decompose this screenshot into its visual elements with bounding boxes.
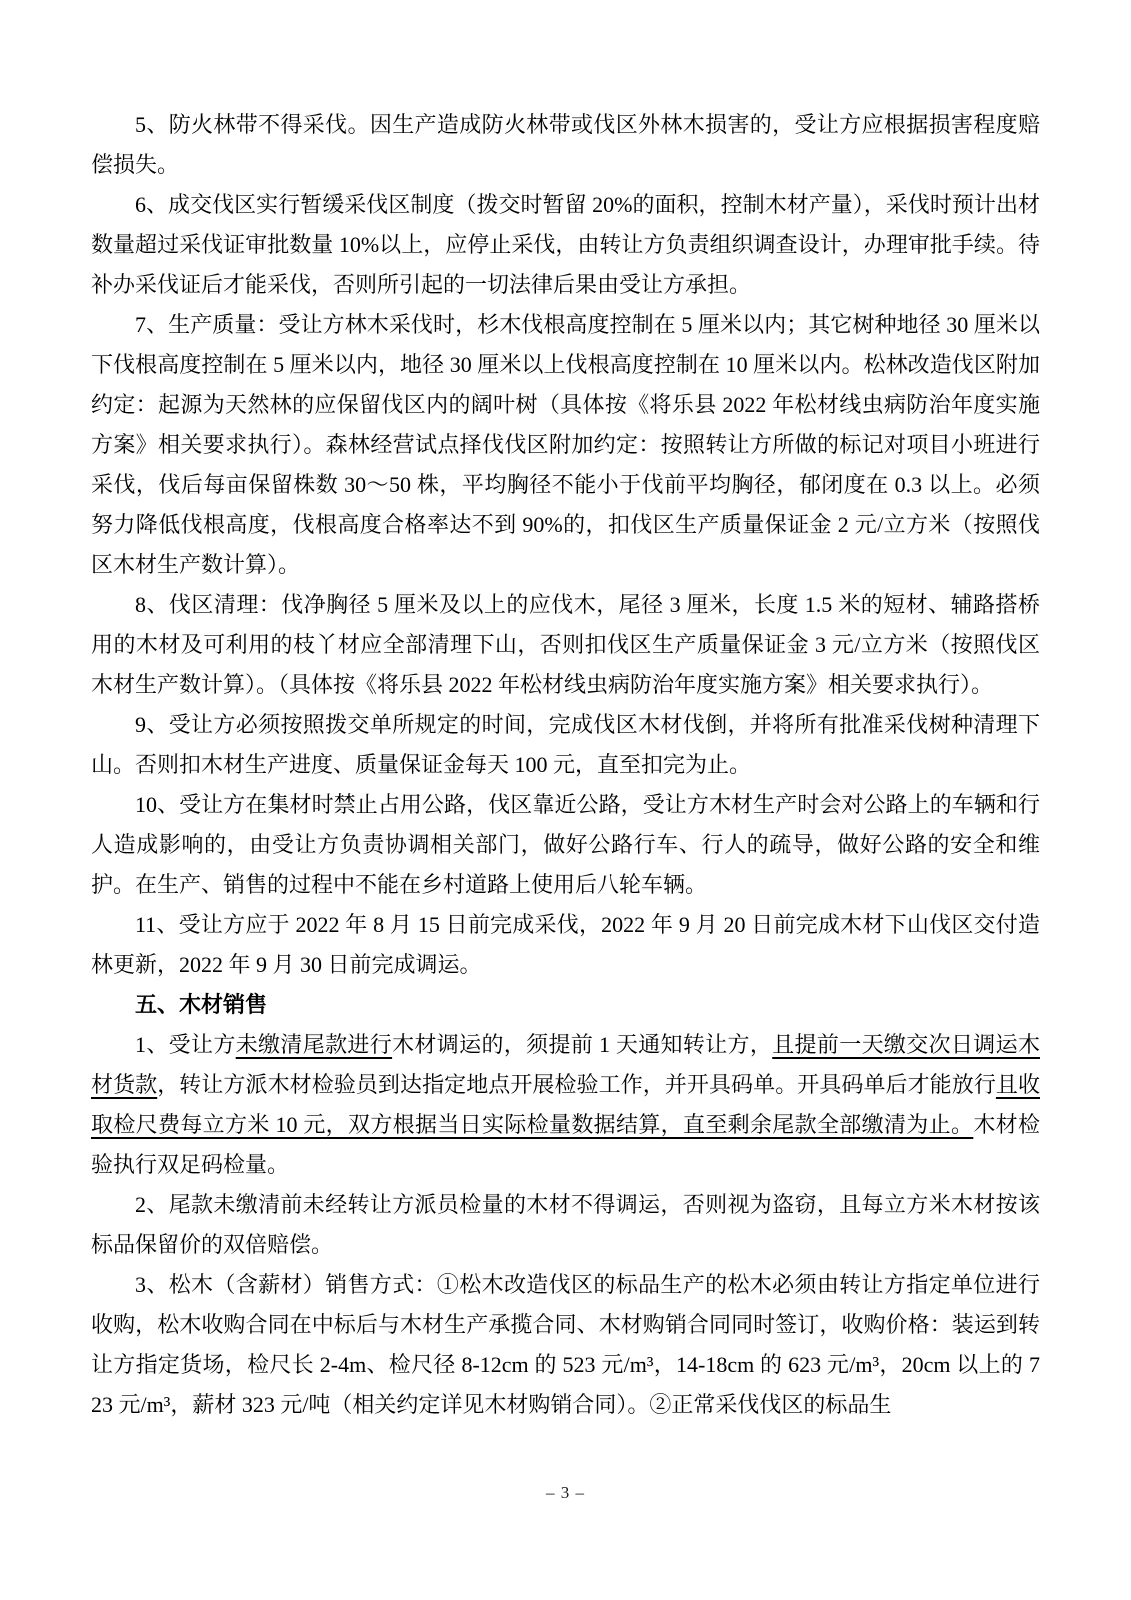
text-run: 木材调运的，须提前 1 天通知转让方，	[392, 1032, 773, 1057]
text-run: 木材检验执行双足码检量。	[91, 1112, 1040, 1177]
clause-8	[91, 585, 1040, 705]
page-number: – 3 –	[546, 1483, 585, 1502]
text-run: ，转让方派木材检验员到达指定地点开展检验工作，并开具码单。开具码单后才能放行	[157, 1072, 996, 1097]
text-run: 11、受让方应于 2022 年 8 月 15 日前完成采伐，2022 年 9 月 20 日前完成木材下山伐区交付造林更新，2022 年 9 月 30 日前完成调运。	[91, 912, 1040, 977]
text-run: 6、成交伐区实行暂缓采伐区制度（拨交时暂留 20%的面积，控制木材产量），采伐时预计出材数量超过采伐证审批数量 10%以上，应停止采伐，由转让方负责组织调查设计，办理审批手续。待补办采伐证后才能采伐，否则所引起的一切法律后果由受让方承担。	[91, 192, 1040, 297]
clause-9	[91, 705, 1040, 785]
text-run: 8、伐区清理：伐净胸径 5 厘米及以上的应伐木，尾径 3 厘米，长度 1.5 米的短材、辅路搭桥用的木材及可利用的枝丫材应全部清理下山，否则扣伐区生产质量保证金 3 元/立方米（按照伐区木材生产数计算）。（具体按《将乐县 2022 年松材线虫病防治年度实施方案》相关要求执行）。	[91, 592, 1040, 697]
text-run: 五、木材销售	[135, 992, 268, 1017]
clause-11	[91, 905, 1040, 985]
clause-6	[91, 185, 1040, 305]
text-run: 2、尾款未缴清前未经转让方派员检量的木材不得调运，否则视为盗窃，且每立方米木材按该标品保留价的双倍赔偿。	[91, 1192, 1040, 1257]
text-run: 10、受让方在集材时禁止占用公路，伐区靠近公路，受让方木材生产时会对公路上的车辆和行人造成影响的，由受让方负责协调相关部门，做好公路行车、行人的疏导，做好公路的安全和维护。在生产、销售的过程中不能在乡村道路上使用后八轮车辆。	[91, 792, 1040, 897]
underlined-text-run: 且收取检尺费每立方米 10 元，双方根据当日实际检量数据结算，直至剩余尾款全部缴清为止。	[91, 1072, 1040, 1137]
sale-clause-1	[91, 1025, 1040, 1185]
sale-clause-3	[91, 1265, 1040, 1425]
clause-7	[91, 305, 1040, 585]
text-run: 1、受让方	[135, 1032, 236, 1057]
clause-5	[91, 105, 1040, 185]
text-run: 5、防火林带不得采伐。因生产造成防火林带或伐区外林木损害的，受让方应根据损害程度赔偿损失。	[91, 112, 1040, 177]
section-5-heading	[91, 985, 1040, 1025]
underlined-text-run: 未缴清尾款进行	[235, 1032, 393, 1057]
text-run: 3、松木（含薪材）销售方式：①松木改造伐区的标品生产的松木必须由转让方指定单位进行收购，松木收购合同在中标后与木材生产承揽合同、木材购销合同同时签订，收购价格：装运到转让方指定货场，检尺长 2-4m、检尺径 8-12cm 的 523 元/m³，14-18cm 的 623 元/m³，20cm 以上的 723 元/m³，薪材 323 元/吨（相关约定详见木材购销合同）。②正常采伐伐区的标品生	[91, 1272, 1040, 1417]
page-footer	[0, 1481, 1131, 1505]
sale-clause-2	[91, 1185, 1040, 1265]
text-run: 9、受让方必须按照拨交单所规定的时间，完成伐区木材伐倒，并将所有批准采伐树种清理下山。否则扣木材生产进度、质量保证金每天 100 元，直至扣完为止。	[91, 712, 1040, 777]
underlined-text-run: 且提前一天缴交次日调运木材货款	[91, 1032, 1040, 1097]
document-body	[91, 105, 1040, 1425]
clause-10	[91, 785, 1040, 905]
text-run: 7、生产质量：受让方林木采伐时，杉木伐根高度控制在 5 厘米以内；其它树种地径 30 厘米以下伐根高度控制在 5 厘米以内，地径 30 厘米以上伐根高度控制在 10 厘米以内。松林改造伐区附加约定：起源为天然林的应保留伐区内的阔叶树（具体按《将乐县 2022 年松材线虫病防治年度实施方案》相关要求执行）。森林经营试点择伐伐区附加约定：按照转让方所做的标记对项目小班进行采伐，伐后每亩保留株数 30～50 株，平均胸径不能小于伐前平均胸径，郁闭度在 0.3 以上。必须努力降低伐根高度，伐根高度合格率达不到 90%的，扣伐区生产质量保证金 2 元/立方米（按照伐区木材生产数计算）。	[91, 312, 1040, 577]
